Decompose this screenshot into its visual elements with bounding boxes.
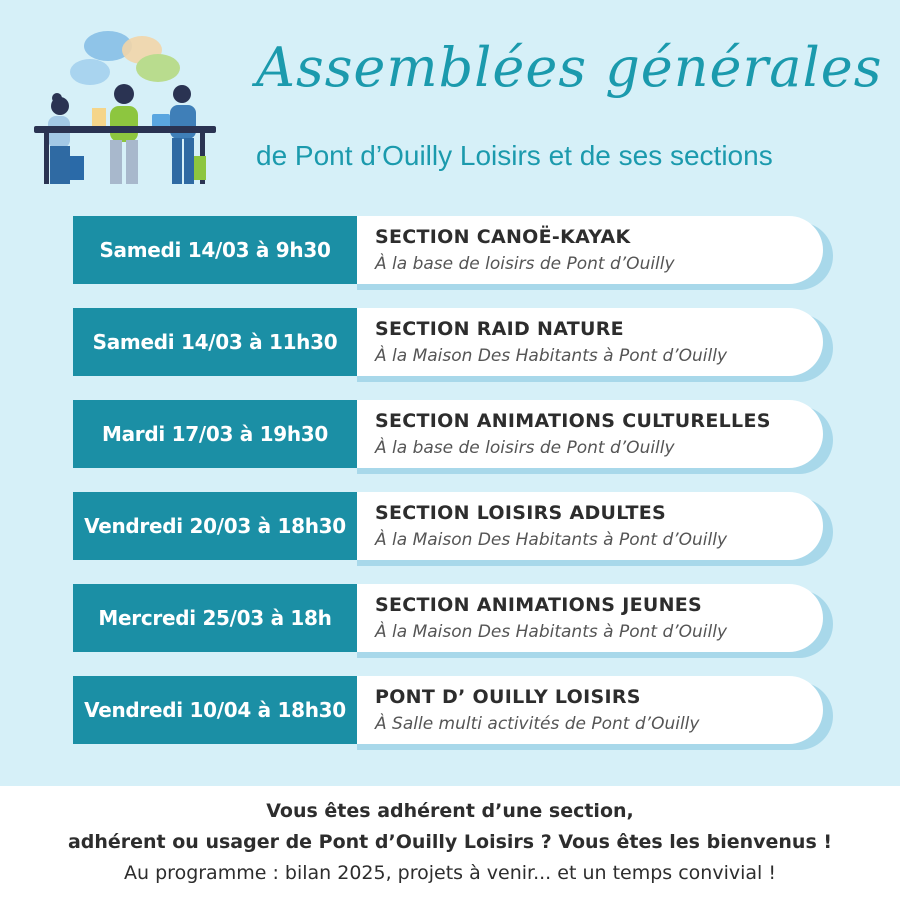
event-place: À la Maison Des Habitants à Pont d’Ouilly xyxy=(375,530,728,550)
event-place: À Salle multi activités de Pont d’Ouilly xyxy=(375,714,700,734)
event-name: SECTION LOISIRS ADULTES xyxy=(375,502,667,524)
event-row xyxy=(73,584,833,652)
event-row xyxy=(73,676,833,744)
event-date: Samedi 14/03 à 9h30 xyxy=(73,216,357,284)
event-name: SECTION ANIMATIONS CULTURELLES xyxy=(375,410,771,432)
event-name: SECTION ANIMATIONS JEUNES xyxy=(375,594,703,616)
event-row xyxy=(73,308,833,376)
page-subtitle: de Pont d’Ouilly Loisirs et de ses sections xyxy=(256,140,773,171)
event-name: PONT D’ OUILLY LOISIRS xyxy=(375,686,641,708)
event-date: Vendredi 10/04 à 18h30 xyxy=(73,676,357,744)
event-place: À la base de loisirs de Pont d’Ouilly xyxy=(375,438,675,458)
people-meeting-icon xyxy=(30,28,220,188)
footer-line-3: Au programme : bilan 2025, projets à venir... et un temps convivial ! xyxy=(124,862,776,884)
event-place: À la Maison Des Habitants à Pont d’Ouilly xyxy=(375,346,728,366)
footer xyxy=(0,786,900,900)
event-row xyxy=(73,400,833,468)
footer-line-2: adhérent ou usager de Pont d’Ouilly Loisirs ? Vous êtes les bienvenus ! xyxy=(67,831,833,853)
event-date: Mercredi 25/03 à 18h xyxy=(73,584,357,652)
event-row xyxy=(73,216,833,284)
event-place: À la base de loisirs de Pont d’Ouilly xyxy=(375,254,675,274)
events-list xyxy=(73,216,833,768)
event-date: Vendredi 20/03 à 18h30 xyxy=(73,492,357,560)
event-row xyxy=(73,492,833,560)
footer-line-1: Vous êtes adhérent d’une section, xyxy=(266,800,634,822)
page-title: Assemblées générales xyxy=(256,36,883,99)
event-date: Mardi 17/03 à 19h30 xyxy=(73,400,357,468)
event-place: À la Maison Des Habitants à Pont d’Ouilly xyxy=(375,622,728,642)
event-name: SECTION CANOË-KAYAK xyxy=(375,226,631,248)
event-date: Samedi 14/03 à 11h30 xyxy=(73,308,357,376)
event-name: SECTION RAID NATURE xyxy=(375,318,624,340)
